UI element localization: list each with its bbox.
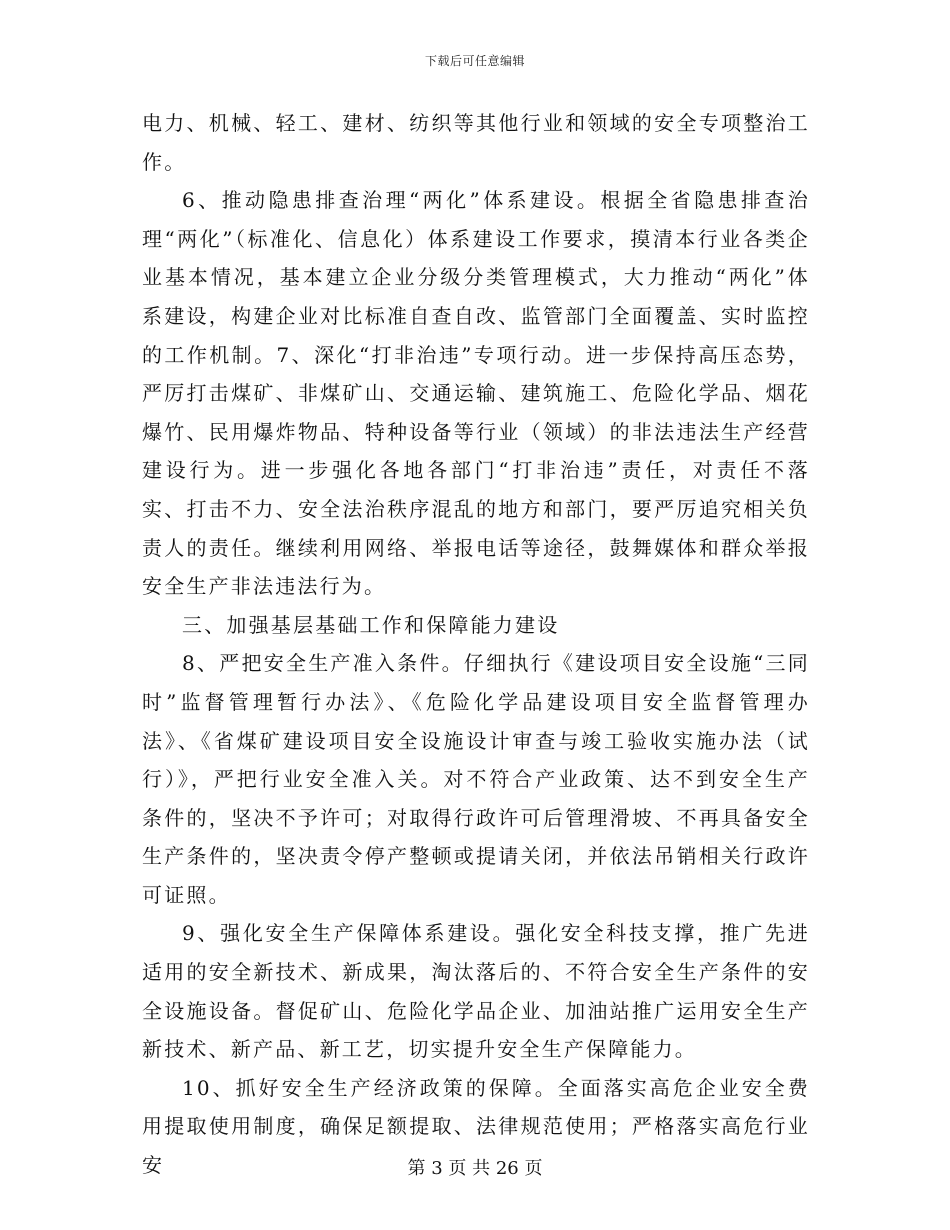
paragraph-item-6-7: 6、推动隐患排查治理“两化”体系建设。根据全省隐患排查治理“两化”（标准化、信息化）体系建设工作要求，摸清本行业各类企业基本情况，基本建立企业分级分类管理模式，大力推动“两化”体系建设，构建企业对比标准自查自改、监管部门全面覆盖、实时监控的工作机制。7、深化“打非治违”专项行动。进一步保持高压态势，严厉打击煤矿、非煤矿山、交通运输、建筑施工、危险化学品、烟花爆竹、民用爆炸物品、特种设备等行业（领域）的非法违法生产经营建设行为。进一步强化各地各部门“打非治违”责任，对责任不落实、打击不力、安全法治秩序混乱的地方和部门，要严厉追究相关负责人的责任。继续利用网络、举报电话等途径，鼓舞媒体和群众举报安全生产非法违法行为。 <box>142 188 810 599</box>
section-heading-3: 三、加强基层基础工作和保障能力建设 <box>182 612 560 637</box>
page-number-footer: 第 3 页 共 26 页 <box>407 1158 543 1179</box>
paragraph-continuation: 电力、机械、轻工、建材、纺织等其他行业和领域的安全专项整治工作。 <box>142 111 810 174</box>
document-body <box>142 104 810 1185</box>
page-header-note: 下载后可任意编辑 <box>424 54 525 68</box>
paragraph-item-10: 10、抓好安全生产经济政策的保障。全面落实高危企业安全费用提取使用制度，确保足额提取、法律规范使用；严格落实高危行业安 <box>142 1075 810 1178</box>
paragraph-item-8: 8、严把安全生产准入条件。仔细执行《建设项目安全设施“三同时”监督管理暂行办法》、《危险化学品建设项目安全监督管理办法》、《省煤矿建设项目安全设施设计审查与竣工验收实施办法（试行）》，严把行业安全准入关。对不符合产业政策、达不到安全生产条件的，坚决不予许可；对取得行政许可后管理滑坡、不再具备安全生产条件的，坚决责令停产整顿或提请关闭，并依法吊销相关行政许可证照。 <box>142 651 810 907</box>
paragraph-item-9: 9、强化安全生产保障体系建设。强化安全科技支撑，推广先进适用的安全新技术、新成果，淘汰落后的、不符合安全生产条件的安全设施设备。督促矿山、危险化学品企业、加油站推广运用安全生产新技术、新产品、新工艺，切实提升安全生产保障能力。 <box>142 921 810 1062</box>
